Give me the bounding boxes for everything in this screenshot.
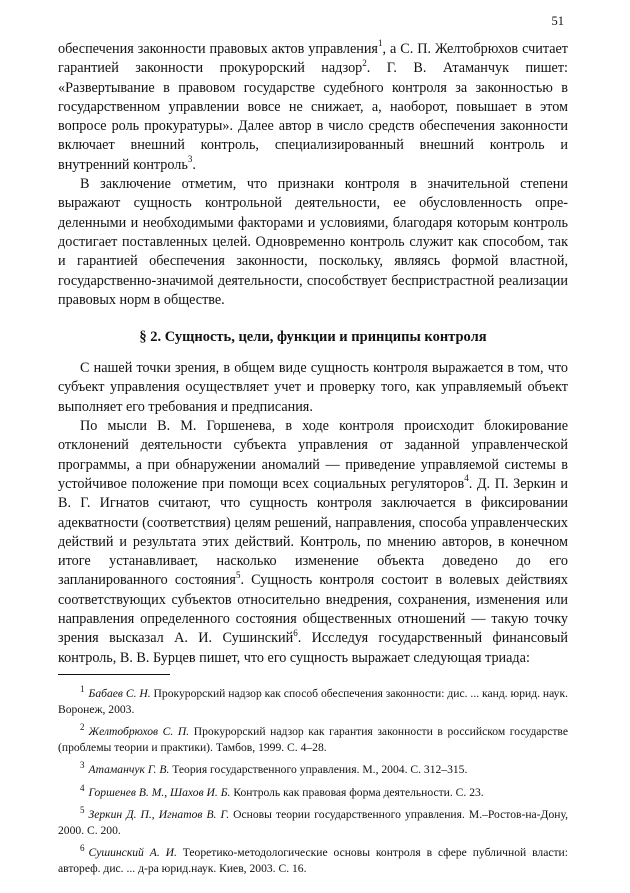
paragraph <box>58 417 568 668</box>
paragraph <box>58 359 568 417</box>
footnote <box>58 845 568 876</box>
footnote <box>58 686 568 717</box>
footnotes <box>58 686 568 883</box>
paragraph-text: По мысли В. М. Горшенева, в ходе контроля происходит блокирование отклонений деятельности субъекта управления от заданной управленческой программы, а при обнаружении аномалий — приведение управляемой системы в устойчивое положение при помощи всех социальных регуляторов <box>58 418 568 492</box>
footnote-author: Сушинский А. И. <box>88 846 177 859</box>
footnote-text: Контроль как правовая форма деятельности. С. 23. <box>230 785 484 799</box>
footnote-author: Горшенев В. М., Шахов И. Б. <box>88 785 231 799</box>
footnote-text: Прокурорский надзор как способ обеспечения законности: дис. ... канд. юрид. наук. Воронеж, 2003. <box>58 687 568 716</box>
footnote-ref: 2 <box>362 57 367 68</box>
footnote <box>58 782 568 801</box>
footnote-text: Прокурорский надзор как гарантия законности в российском государстве (проблемы теории и практики). Тамбов, 1999. С. 4–28. <box>58 725 568 754</box>
paragraph-text: . Сущность контроля состоит в волевых действиях соответствующих субъектов относительно внедрения, сохранения, изменения или направления определенного состояния общественных отношений — такую точку зрения высказал А. И. Сушинский <box>58 572 568 647</box>
paragraph-text: , а С. П. Желтобрюхов считает гарантией законности прокурорский надзор <box>58 41 568 77</box>
footnote-number: 3 <box>80 760 85 771</box>
footnote-number: 4 <box>80 782 85 793</box>
paragraph <box>58 40 568 175</box>
footnote-number: 6 <box>80 843 85 854</box>
footnote-author: Зеркин Д. П., Игнатов В. Г. <box>88 808 230 821</box>
paragraph-text: С нашей точки зрения, в общем виде сущность контроля выражается в том, что субъект управления осуществляет учет и проверку того, как управляемый объект выполняет его требования и предписания. <box>58 360 568 415</box>
main-text <box>58 40 568 668</box>
footnote-author: Желтобрюхов С. П. <box>88 725 190 738</box>
footnote-author: Бабаев С. Н. <box>88 687 151 700</box>
footnote-ref: 5 <box>235 569 241 580</box>
footnote <box>58 762 568 778</box>
paragraph-text: . <box>192 156 196 173</box>
paragraph-text: . Г. В. Атаманчук пишет: «Развертывание в правовом государстве судебного контроля за законностью в государственном управлении вовсе не снижает, а, наоборот, повышает в этом вопросе роль прокуратуры». Далее автор в число средств обеспечения законности включает внешний контроль, специализированный внешний контроль и внутренний контроль <box>58 60 568 173</box>
footnote-text: Теоретико-методологические основы контроля в сфере публичной власти: автореф. дис. ... д-ра юрид.наук. Киев, 2003. С. 16. <box>58 846 568 875</box>
footnote-ref: 4 <box>464 473 469 484</box>
footnote-ref: 3 <box>187 154 193 165</box>
paragraph-text: . Д. П. Зеркин и В. Г. Игнатов считают, что сущность контроля заключается в фиксировании адекватности (соответствия) целям решений, направления, способа управленческих действий и результата этих действий. Контроль, по мнению авторов, в конечном итоге устанавливает, насколько изменение объекта доведено до его запланированного состояния <box>58 475 568 589</box>
page-number: 51 <box>551 14 564 28</box>
paragraph-text: В заключение отметим, что признаки контроля в значительной степени выражают сущность контрольной деятельности, ее обусловленность определенными и необходимыми факторами и условиями, благодаря которым контроль достигает поставленных целей. Одновременно контроль служит как способом, так и гарантией обеспечения законности, поскольку, являясь формой властной, государственно-значимой деятельности, способствует беспристрастной реализации правовых норм в обществе. <box>58 176 568 308</box>
footnote-number: 1 <box>80 684 85 695</box>
paragraph <box>58 175 568 310</box>
footnote-text: Основы теории государственного управления. М.–Ростов-на-Дону, 2000. С. 200. <box>58 808 568 837</box>
footnote-number: 5 <box>80 805 85 816</box>
footnote-ref: 1 <box>377 38 383 49</box>
footnote-text: Теория государственного управления. М., 2004. С. 312–315. <box>169 763 468 776</box>
footnote-number: 2 <box>80 722 85 733</box>
footnote <box>58 807 568 838</box>
section-title: § 2. Сущность, цели, функции и принципы контроля <box>139 329 487 346</box>
footnote-divider <box>58 674 170 675</box>
footnote-author: Атаманчук Г. В. <box>88 763 170 776</box>
footnote-ref: 6 <box>293 627 298 638</box>
paragraph-text: . Исследуя государственный финансовый контроль, В. В. Бурцев пишет, что его сущность выражает следующая триада: <box>58 630 568 666</box>
paragraph-text: обеспечения законности правовых актов управления <box>58 41 378 57</box>
footnote <box>58 724 568 755</box>
